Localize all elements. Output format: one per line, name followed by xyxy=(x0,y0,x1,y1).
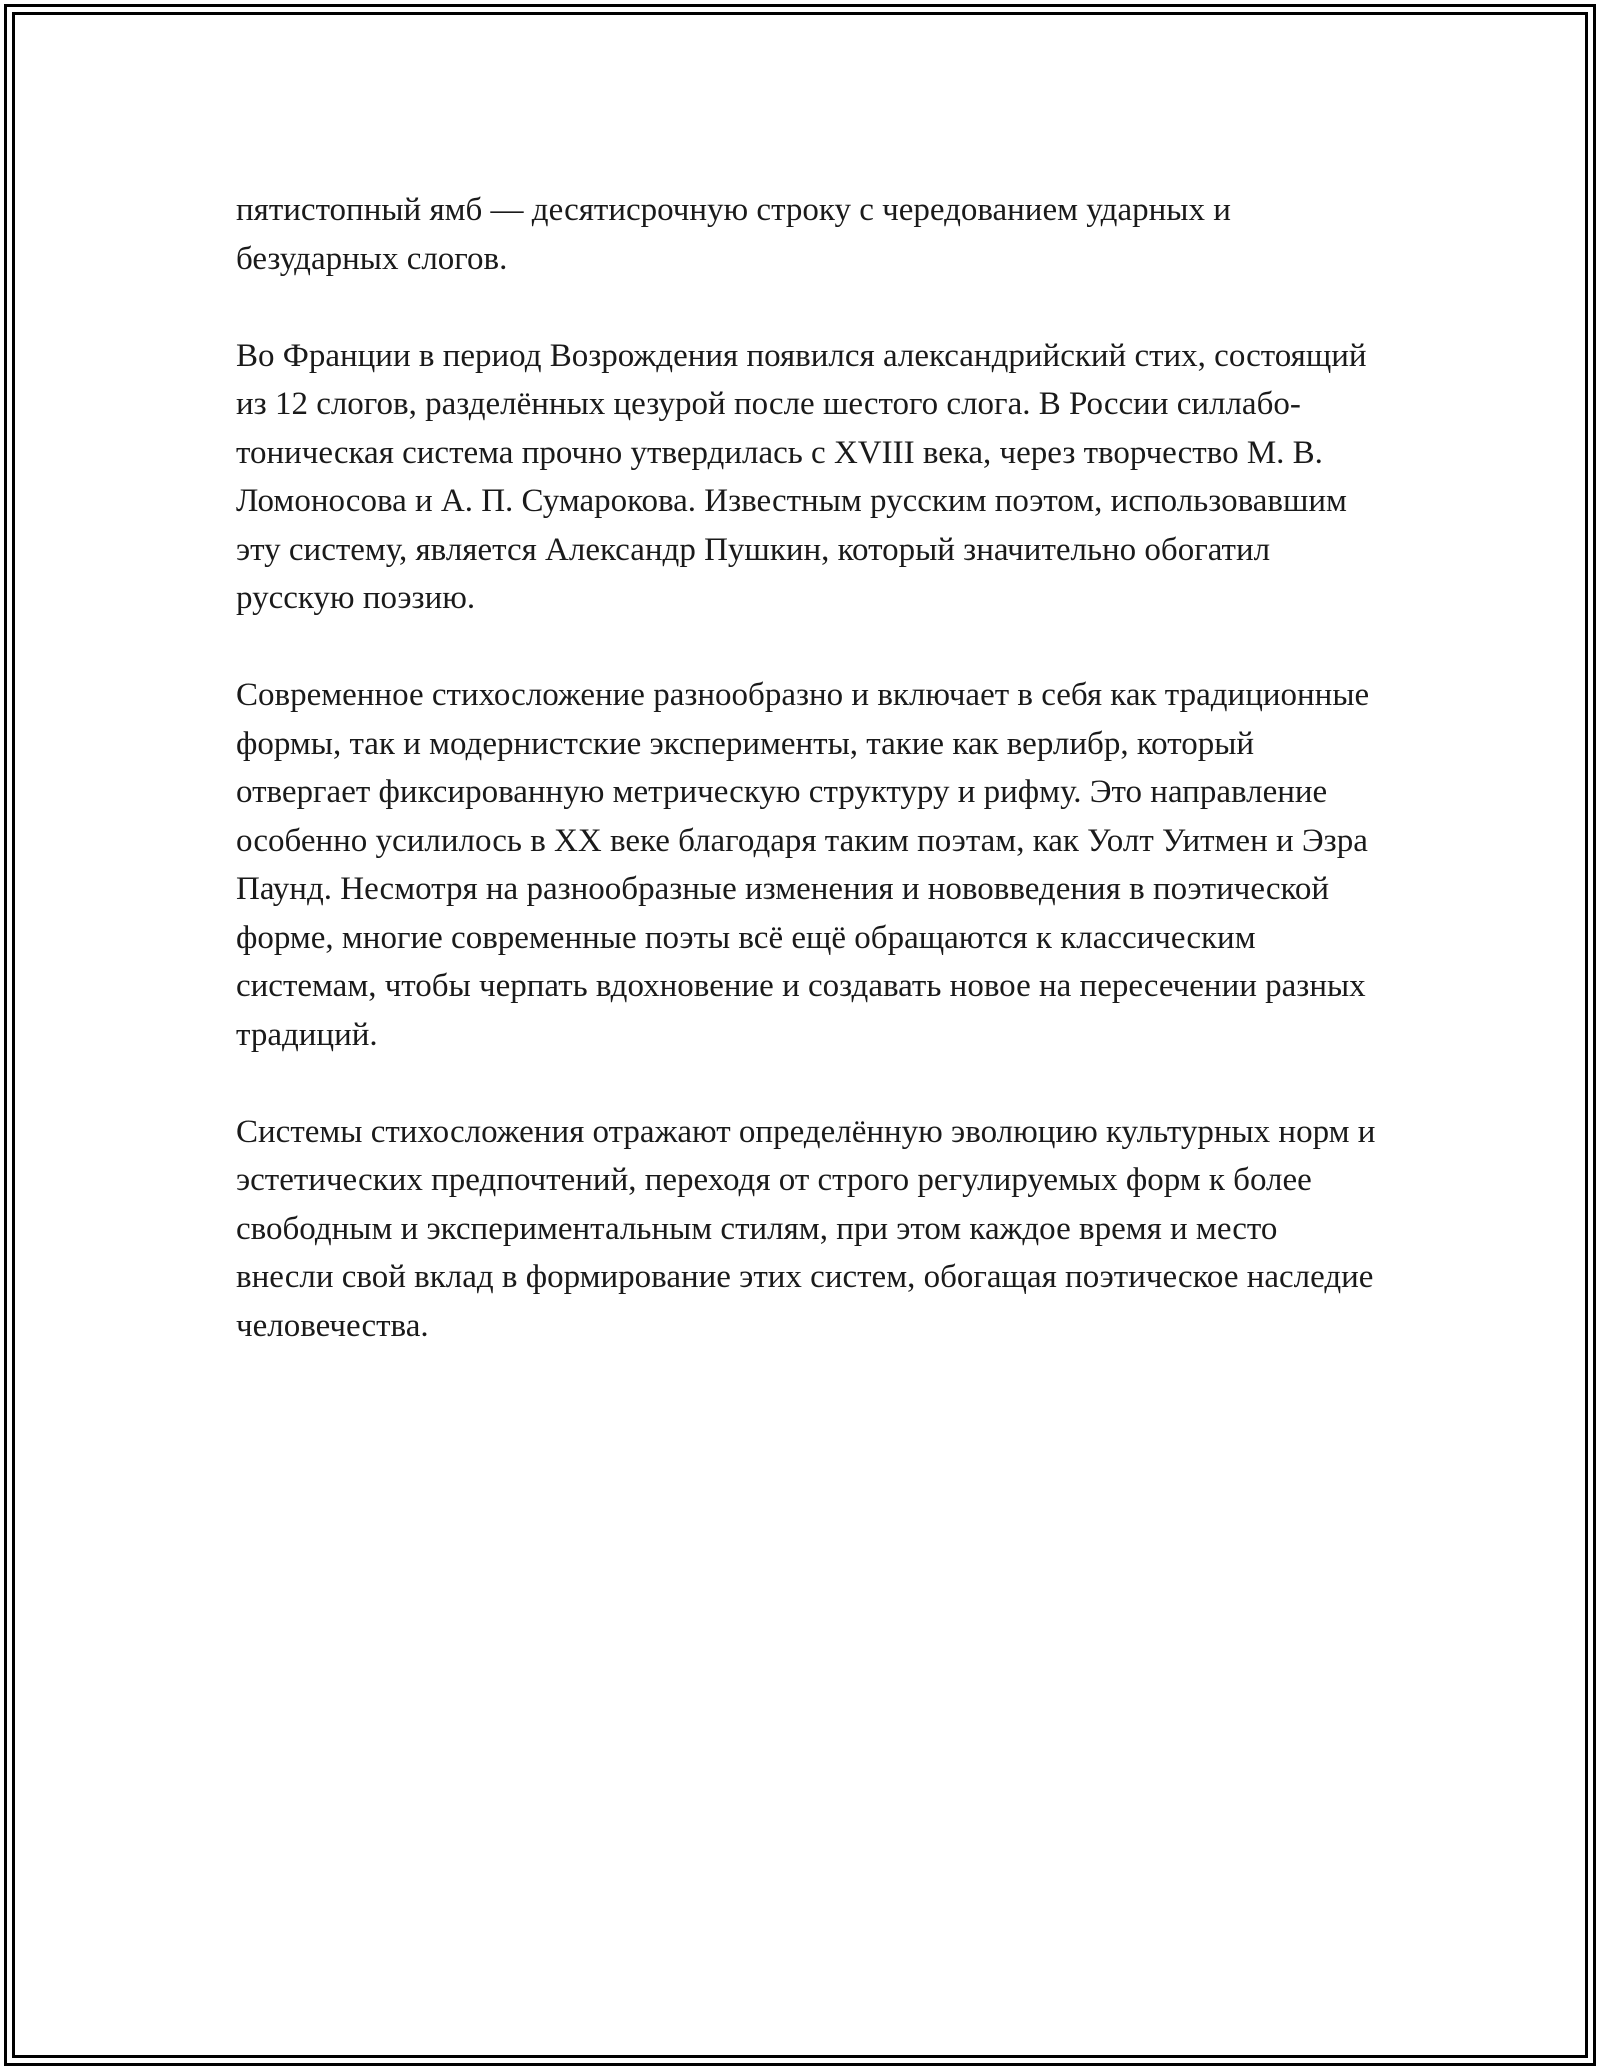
paragraph-3: Современное стихосложение разнообразно и включает в себя как традиционные формы, так и модернистские эксперименты, такие как верлибр, который отвергает фиксированную метрическую структуру и рифму. Это направление особенно усилилось в XX веке благодаря таким поэтам, как Уолт Уитмен и Эзра Паунд. Несмотря на разнообразные изменения и нововведения в поэтической форме, многие современные поэты всё ещё обращаются к классическим системам, чтобы черпать вдохновение и создавать новое на пересечении разных традиций. xyxy=(236,677,1370,1053)
paragraph-2: Во Франции в период Возрождения появился александрийский стих, состоящий из 12 слогов, разделённых цезурой после шестого слога. В России силлабо-тоническая система прочно утвердилась с XVIII века, через творчество М. В. Ломоносова и А. П. Сумарокова. Известным русским поэтом, использовавшим эту систему, является Александр Пушкин, который значительно обогатил русскую поэзию. xyxy=(236,337,1367,616)
paragraph-1: пятистопный ямб — десятисрочную строку с чередованием ударных и безударных слогов. xyxy=(236,192,1231,277)
document-body xyxy=(236,186,1376,1399)
paragraph-4: Системы стихосложения отражают определённую эволюцию культурных норм и эстетических предпочтений, переходя от строго регулируемых форм к более свободным и экспериментальным стилям, при этом каждое время и место внесли свой вклад в формирование этих систем, обогащая поэтическое наследие человечества. xyxy=(236,1113,1376,1344)
